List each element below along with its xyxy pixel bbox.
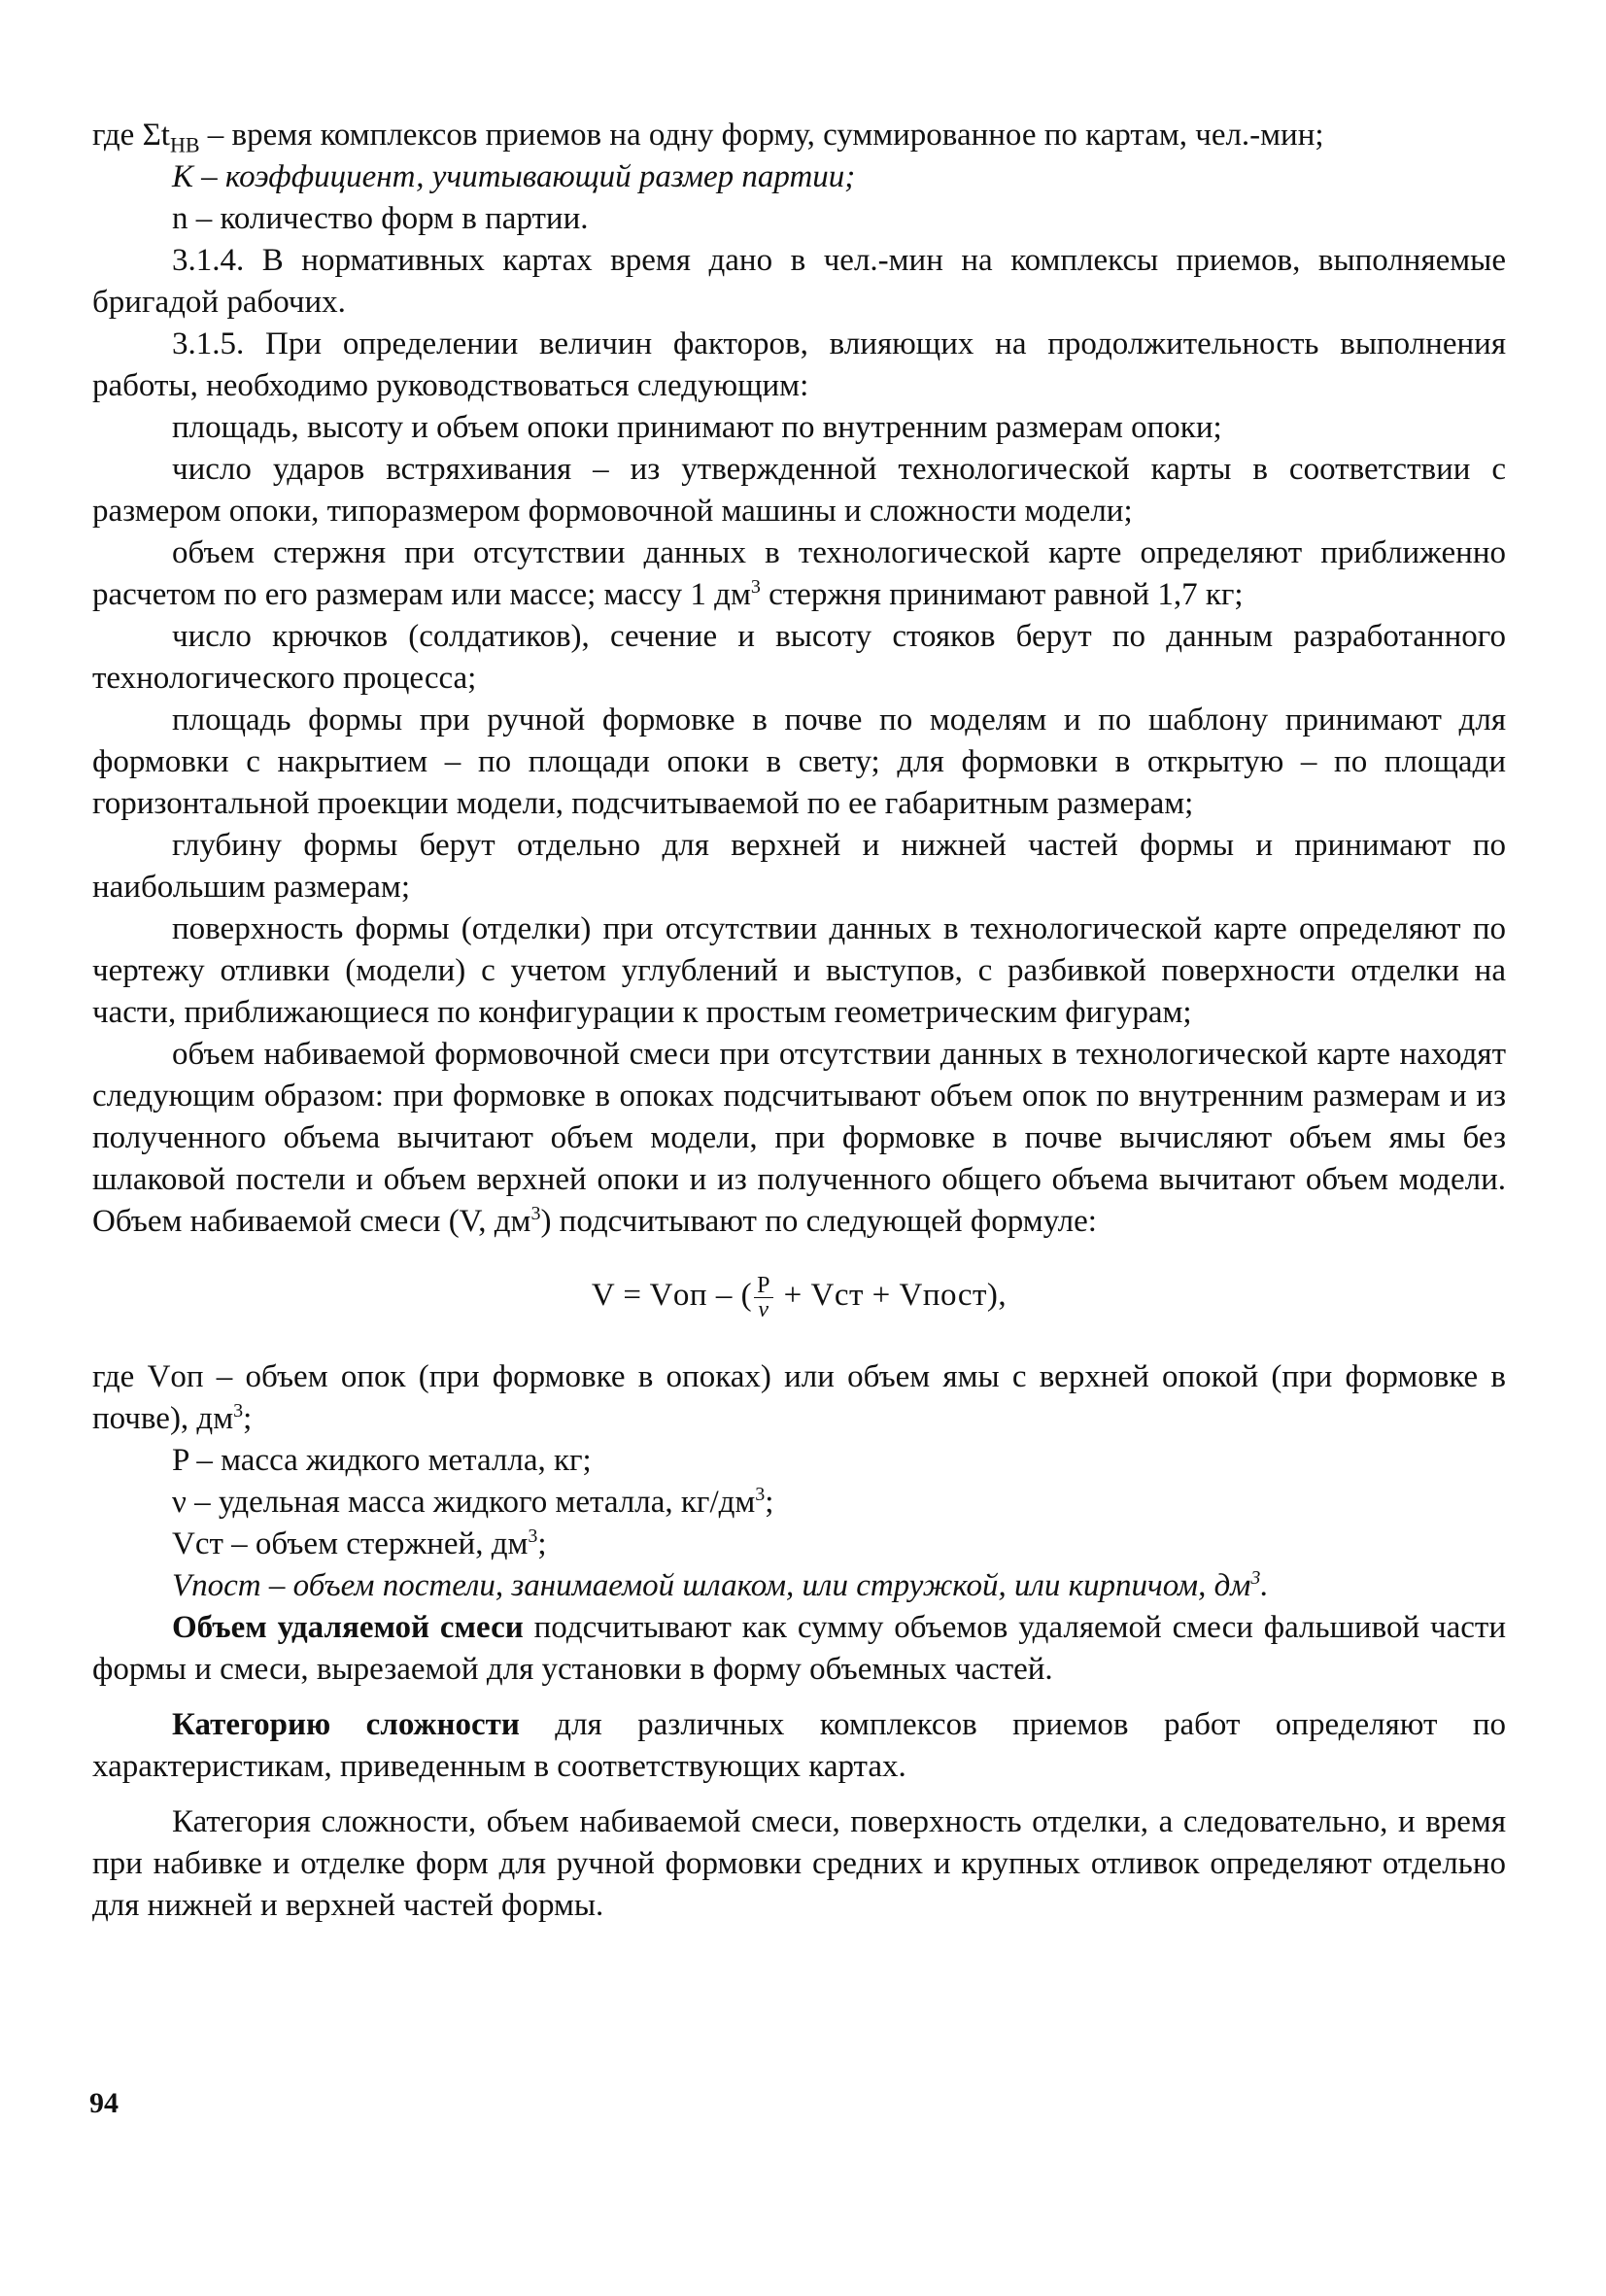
paragraph-3-1-4: 3.1.4. В нормативных картах время дано в чел.-мин на комплексы приемов, выполняемые бригадой рабочих. <box>92 243 1506 320</box>
page-number: 94 <box>89 2087 119 2119</box>
list-item-flask-size: площадь, высоту и объем опоки принимают по внутренним размерам опоки; <box>172 410 1222 445</box>
list-item-core-volume: объем стержня при отсутствии данных в технологической карте определяют приближенно расчетом по его размерам или массе; массу 1 $дм^3$ стержня принимают равной 1,7 кг; <box>92 535 1506 612</box>
volume-formula: V = Vоп – ( $\frac{P}{\nu}$ + Vст + Vпост), <box>591 1273 1008 1322</box>
list-item-jolts: число ударов встряхивания – из утвержденной технологической карты в соответствии с размером опоки, типоразмером формовочной машины и сложности модели; <box>92 452 1506 529</box>
definition-vst: Vст – объем стержней, $дм^3$; <box>172 1525 547 1561</box>
fraction: $\frac{P}{\nu}$ <box>754 1274 773 1321</box>
definition-vop: где Vоп – объем опок (при формовке в опоках) или объем ямы с верхней опокой (при формовке в почве), $дм^3$; <box>92 1359 1506 1436</box>
document-page <box>92 115 1506 1927</box>
paragraph-removed-mix: Объем удаляемой смеси подсчитывают как сумму объемов удаляемой смеси фальшивой части формы и смеси, вырезаемой для установки в форму объемных частей. <box>92 1610 1506 1687</box>
paragraph-complexity: Категорию сложности для различных комплексов приемов работ определяют по характеристикам, приведенным в соответствующих картах. <box>92 1707 1506 1784</box>
list-item-form-surface: поверхность формы (отделки) при отсутствии данных в технологической карте определяют по чертежу отливки (модели) с учетом углублений и выступов, с разбивкой поверхности отделки на части, приближающиеся по конфигурации к простым геометрическим фигурам; <box>92 911 1506 1030</box>
paragraph-final: Категория сложности, объем набиваемой смеси, поверхность отделки, а следовательно, и время при набивке и отделке форм для ручной формовки средних и крупных отливок определяют отдельно для нижней и верхней частей формы. <box>92 1804 1506 1923</box>
formula-definition-sum: где $\Sigma t_{НВ}$ – время комплексов приемов на одну форму, суммированное по картам, чел.-мин; <box>92 118 1324 157</box>
list-item-hooks: число крючков (солдатиков), сечение и высоту стояков берут по данным разработанного технологического процесса; <box>92 619 1506 696</box>
list-item-mix-volume: объем набиваемой формовочной смеси при отсутствии данных в технологической карте находят следующим образом: при формовке в опоках подсчитывают объем опок по внутренним размерам и из полученного объема вычитают объем модели, при формовке в почве вычисляют объем ямы без шлаковой постели и объем верхней опоки и из полученного общего объема вычитают объем модели. Объем набиваемой смеси (V, $дм^3$) подсчитывают по следующей формуле: <box>92 1037 1506 1239</box>
paragraph-3-1-5: 3.1.5. При определении величин факторов, влияющих на продолжительность выполнения работы, необходимо руководствоваться следующим: <box>92 326 1506 403</box>
definition-p: P – масса жидкого металла, кг; <box>172 1443 592 1478</box>
list-item-form-depth: глубину формы берут отдельно для верхней и нижней частей формы и принимают по наибольшим размерам; <box>92 828 1506 905</box>
list-item-form-area: площадь формы при ручной формовке в почве по моделям и по шаблону принимают для формовки с накрытием – по площади опоки в свету; для формовки в открытую – по площади горизонтальной проекции модели, подсчитываемой по ее габаритным размерам; <box>92 703 1506 821</box>
definition-nu: ν – удельная масса жидкого металла, $кг/дм^3$; <box>172 1484 774 1520</box>
definition-k: К – коэффициент, учитывающий размер партии; <box>172 159 856 194</box>
definition-vpost: Vпост – объем постели, занимаемой шлаком, или стружкой, или кирпичом, $дм^3$. <box>172 1567 1269 1603</box>
definition-n: n – количество форм в партии. <box>172 201 589 236</box>
